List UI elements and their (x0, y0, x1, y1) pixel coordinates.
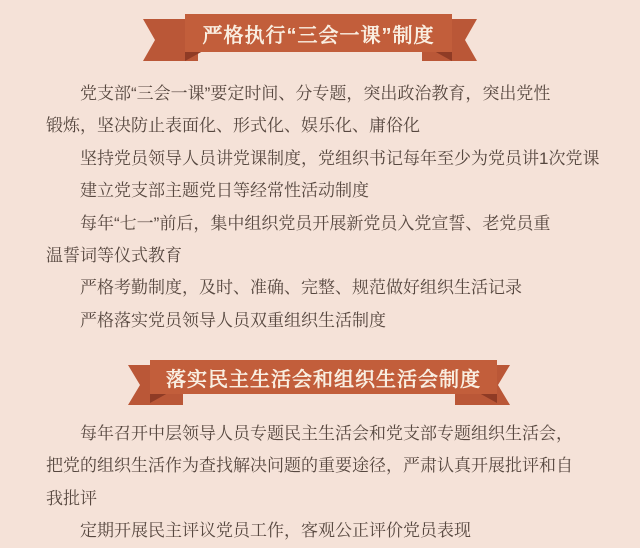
banner-title-1: 严格执行“三会一课”制度 (185, 14, 452, 52)
text-line: 我批评 (46, 488, 97, 508)
text-line: 党支部“三会一课”要定时间、分专题，突出政治教育，突出党性 (80, 84, 551, 103)
text-line: 严格考勤制度，及时、准确、完整、规范做好组织生活记录 (80, 278, 522, 298)
banner-title-2: 落实民主生活会和组织生活会制度 (150, 360, 497, 394)
text-line: 锻炼，坚决防止表面化、形式化、娱乐化、庸俗化 (46, 116, 420, 136)
text-line: 把党的组织生活作为查找解决问题的重要途径，严肃认真开展批评和自 (46, 456, 573, 476)
text-line: 严格落实党员领导人员双重组织生活制度 (80, 310, 386, 330)
text-line: 每年“七一”前后，集中组织党员开展新党员入党宣誓、老党员重 (80, 213, 551, 233)
text-line: 定期开展民主评议党员工作，客观公正评价党员表现 (80, 521, 471, 541)
text-line: 每年召开中层领导人员专题民主生活会和党支部专题组织生活会， (80, 424, 573, 443)
text-line: 温誓词等仪式教育 (46, 246, 182, 266)
text-block-1 (46, 78, 599, 337)
text-line: 坚持党员领导人员讲党课制度，党组织书记每年至少为党员讲1次党课 (80, 148, 600, 168)
text-block-2 (46, 418, 573, 548)
text-line: 建立党支部主题党日等经常性活动制度 (80, 181, 369, 201)
